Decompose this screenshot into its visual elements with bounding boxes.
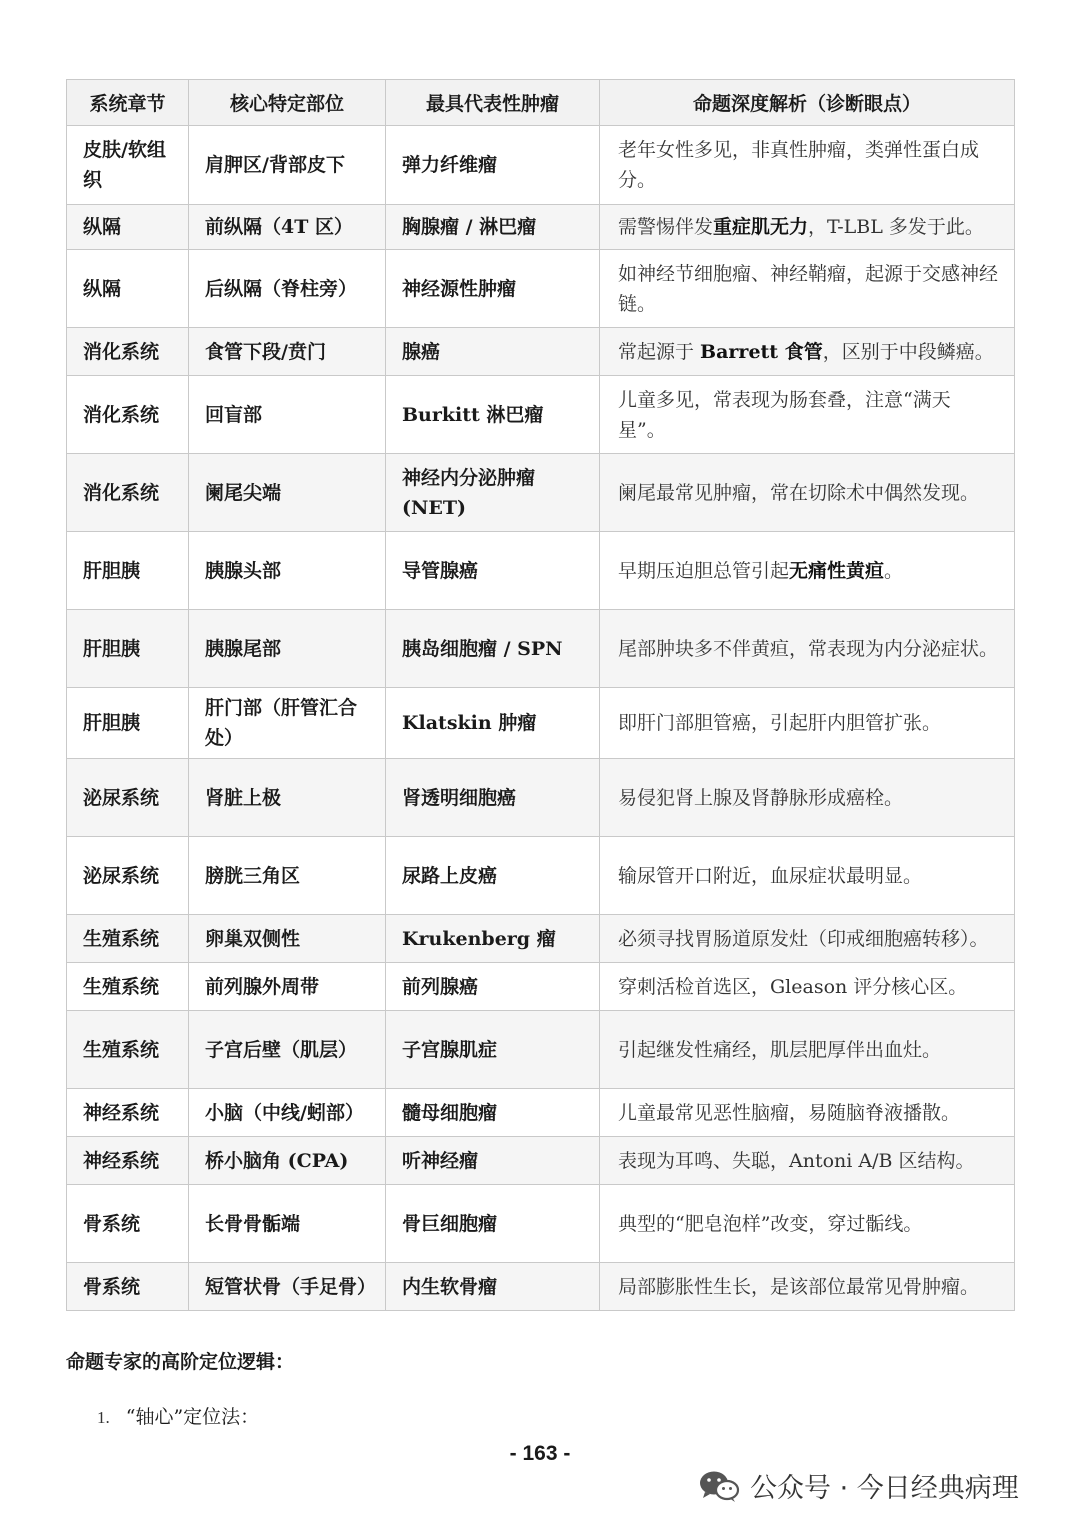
table-row [67,1011,1015,1089]
table-row [67,454,1015,532]
header-analysis: 命题深度解析（诊断眼点） [600,80,1015,126]
cell-system: 肝胆胰 [67,532,189,610]
cell-site: 肝门部（肝管汇合处） [189,688,386,759]
list-text: “轴心”定位法： [125,1406,260,1428]
cell-analysis: 输尿管开口附近，血尿症状最明显。 [600,837,1015,915]
cell-tumor: 髓母细胞瘤 [386,1089,600,1137]
cell-analysis: 典型的“肥皂泡样”改变，穿过骺线。 [600,1185,1015,1263]
cell-tumor: 内生软骨瘤 [386,1263,600,1311]
list-number: 1. [97,1408,110,1427]
header-site: 核心特定部位 [189,80,386,126]
table-row [67,532,1015,610]
cell-system: 肝胆胰 [67,688,189,759]
table-row [67,963,1015,1011]
cell-system: 骨系统 [67,1263,189,1311]
cell-tumor: Krukenberg 瘤 [386,915,600,963]
cell-site: 小脑（中线/蚓部） [189,1089,386,1137]
table-row [67,1263,1015,1311]
cell-analysis: 儿童多见，常表现为肠套叠，注意“满天星”。 [600,376,1015,454]
cell-analysis [600,328,1015,376]
cell-analysis: 如神经节细胞瘤、神经鞘瘤，起源于交感神经链。 [600,250,1015,328]
table-header-row [67,80,1015,126]
cell-analysis: 表现为耳鸣、失聪，Antoni A/B 区结构。 [600,1137,1015,1185]
cell-system: 骨系统 [67,1185,189,1263]
analysis-text: 。 [884,559,904,582]
cell-site: 回盲部 [189,376,386,454]
analysis-text: ，区别于中段鳞癌。 [822,340,994,363]
cell-analysis: 局部膨胀性生长，是该部位最常见骨肿瘤。 [600,1263,1015,1311]
cell-system: 肝胆胰 [67,610,189,688]
cell-site: 卵巢双侧性 [189,915,386,963]
cell-tumor: 肾透明细胞癌 [386,759,600,837]
analysis-text: 常起源于 [618,340,701,363]
cell-tumor: 神经源性肿瘤 [386,250,600,328]
cell-tumor: 骨巨细胞瘤 [386,1185,600,1263]
cell-analysis [600,205,1015,250]
cell-site: 后纵隔（脊柱旁） [189,250,386,328]
analysis-highlight: 无痛性黄疸 [789,559,885,582]
cell-tumor: 腺癌 [386,328,600,376]
cell-site: 子宫后壁（肌层） [189,1011,386,1089]
cell-system: 纵隔 [67,250,189,328]
cell-analysis: 阑尾最常见肿瘤，常在切除术中偶然发现。 [600,454,1015,532]
cell-system: 消化系统 [67,454,189,532]
cell-tumor: 听神经瘤 [386,1137,600,1185]
cell-tumor: 弹力纤维瘤 [386,126,600,205]
cell-tumor: 胸腺瘤 / 淋巴瘤 [386,205,600,250]
header-tumor: 最具代表性肿瘤 [386,80,600,126]
cell-tumor: 神经内分泌肿瘤 (NET) [386,454,600,532]
cell-system: 神经系统 [67,1089,189,1137]
cell-site: 前列腺外周带 [189,963,386,1011]
page-number: - 163 - [509,1442,571,1465]
table-row [67,837,1015,915]
cell-system: 泌尿系统 [67,759,189,837]
cell-system: 消化系统 [67,328,189,376]
cell-tumor: 导管腺癌 [386,532,600,610]
cell-site: 长骨骨骺端 [189,1185,386,1263]
cell-site: 膀胱三角区 [189,837,386,915]
cell-site: 肩胛区/背部皮下 [189,126,386,205]
cell-analysis: 易侵犯肾上腺及肾静脉形成癌栓。 [600,759,1015,837]
cell-analysis: 穿刺活检首选区，Gleason 评分核心区。 [600,963,1015,1011]
cell-analysis: 即肝门部胆管癌，引起肝内胆管扩张。 [600,688,1015,759]
cell-tumor: Klatskin 肿瘤 [386,688,600,759]
table-row [67,376,1015,454]
table-row [67,759,1015,837]
header-system: 系统章节 [67,80,189,126]
table-row [67,205,1015,250]
analysis-text: ，T-LBL 多发于此。 [808,216,984,238]
cell-analysis: 老年女性多见，非真性肿瘤，类弹性蛋白成分。 [600,126,1015,205]
cell-system: 消化系统 [67,376,189,454]
cell-site: 前纵隔（4T 区） [189,205,386,250]
cell-site: 桥小脑角 (CPA) [189,1137,386,1185]
cell-site: 阑尾尖端 [189,454,386,532]
cell-site: 食管下段/贲门 [189,328,386,376]
analysis-text: 需警惕伴发 [618,216,714,238]
cell-site: 胰腺尾部 [189,610,386,688]
analysis-highlight: Barrett 食管 [700,340,823,363]
analysis-text: 早期压迫胆总管引起 [618,559,790,582]
cell-system: 生殖系统 [67,1011,189,1089]
watermark-text: 公众号 · 今日经典病理 [750,1473,1019,1504]
cell-tumor: 尿路上皮癌 [386,837,600,915]
table-row [67,915,1015,963]
cell-tumor: 子宫腺肌症 [386,1011,600,1089]
cell-system: 神经系统 [67,1137,189,1185]
table-row [67,250,1015,328]
table-row [67,126,1015,205]
cell-site: 短管状骨（手足骨） [189,1263,386,1311]
cell-analysis: 尾部肿块多不伴黄疸，常表现为内分泌症状。 [600,610,1015,688]
list-item [97,1402,259,1429]
cell-system: 泌尿系统 [67,837,189,915]
cell-analysis: 引起继发性痛经，肌层肥厚伴出血灶。 [600,1011,1015,1089]
watermark [698,1466,1019,1505]
cell-tumor: 胰岛细胞瘤 / SPN [386,610,600,688]
cell-system: 生殖系统 [67,963,189,1011]
cell-site: 肾脏上极 [189,759,386,837]
tumor-location-table [66,79,1015,1311]
cell-tumor: Burkitt 淋巴瘤 [386,376,600,454]
cell-analysis [600,532,1015,610]
table-row [67,1185,1015,1263]
cell-analysis: 儿童最常见恶性脑瘤，易随脑脊液播散。 [600,1089,1015,1137]
section-heading: 命题专家的高阶定位逻辑： [66,1351,295,1373]
cell-system: 皮肤/软组织 [67,126,189,205]
analysis-highlight: 重症肌无力 [713,216,809,238]
table-row [67,688,1015,759]
wechat-icon [698,1469,740,1503]
cell-tumor: 前列腺癌 [386,963,600,1011]
table-row [67,328,1015,376]
table-row [67,1089,1015,1137]
table-row [67,610,1015,688]
cell-analysis: 必须寻找胃肠道原发灶（印戒细胞癌转移）。 [600,915,1015,963]
cell-system: 纵隔 [67,205,189,250]
cell-site: 胰腺头部 [189,532,386,610]
table-row [67,1137,1015,1185]
cell-system: 生殖系统 [67,915,189,963]
